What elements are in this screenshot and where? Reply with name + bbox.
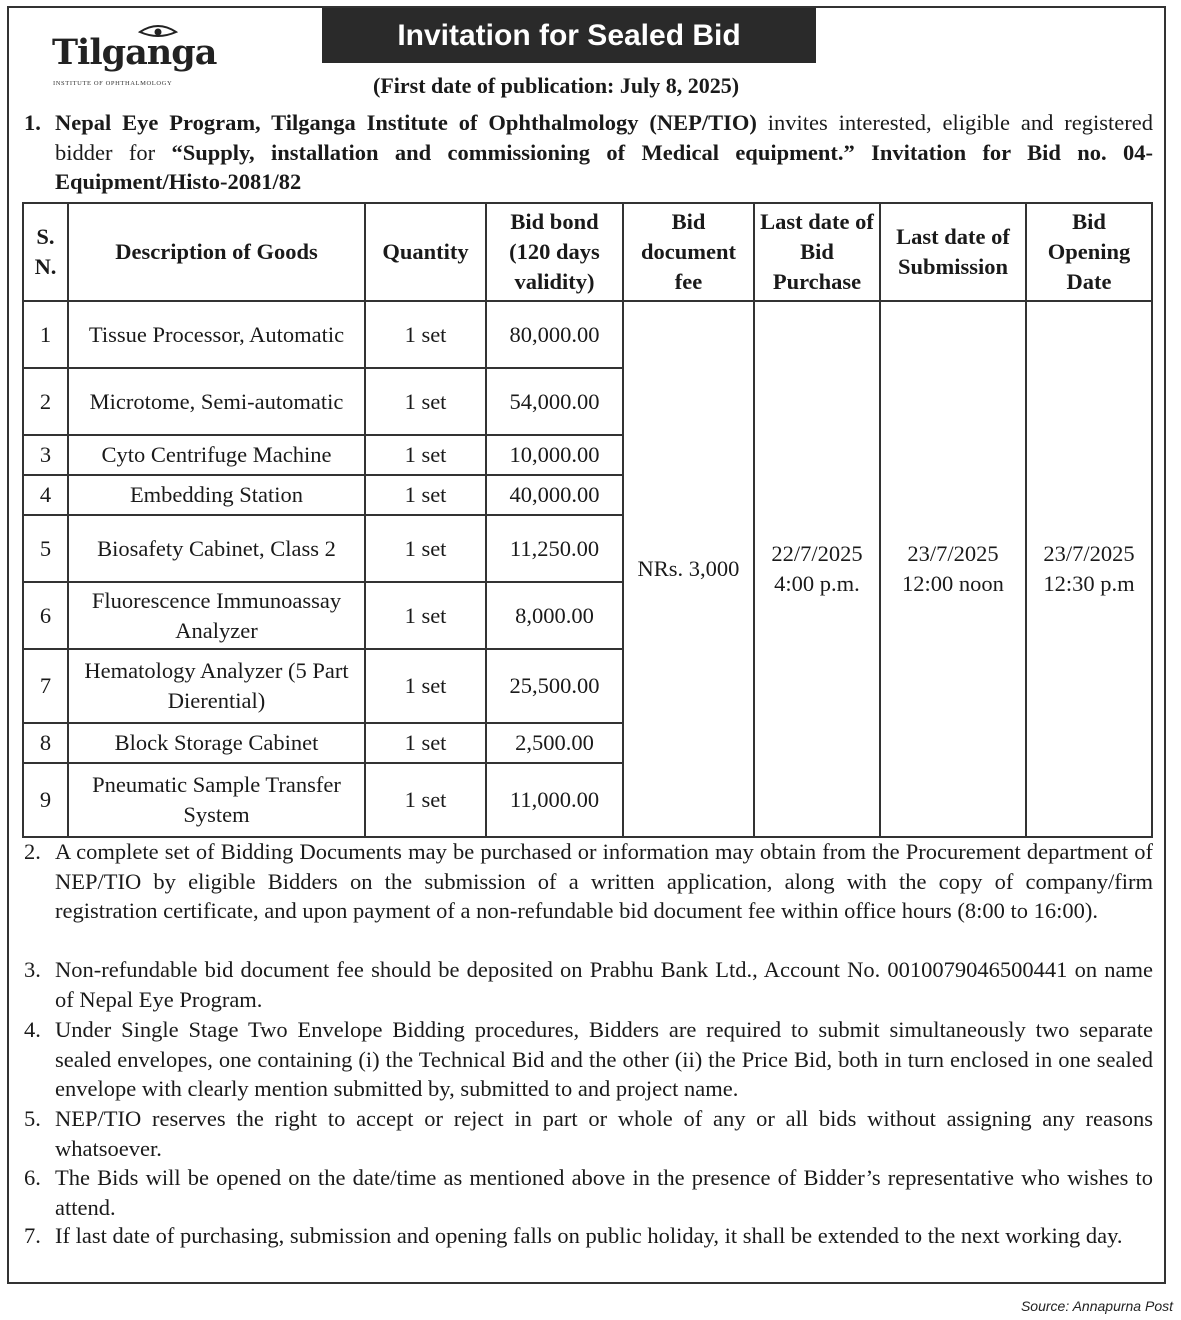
header-quantity: Quantity bbox=[365, 203, 486, 301]
note-number: 3. bbox=[24, 957, 41, 982]
cell-quantity: 1 set bbox=[365, 763, 486, 837]
cell-sn: 7 bbox=[23, 649, 68, 723]
bid-subject: “Supply, installation and commissioning of Medical equipment.” Invitation for Bid no. 04-Equipment/Histo-2081/82 bbox=[55, 139, 1153, 194]
header-description: Description of Goods bbox=[68, 203, 365, 301]
cell-doc-fee: NRs. 3,000 bbox=[623, 301, 754, 837]
cell-description: Microtome, Semi-automatic bbox=[68, 368, 365, 435]
note-number-1: 1. bbox=[24, 110, 41, 135]
intro-paragraph bbox=[55, 108, 1153, 197]
cell-description: Hematology Analyzer (5 Part Dierential) bbox=[68, 649, 365, 723]
cell-bid-bond: 10,000.00 bbox=[486, 435, 623, 475]
note-text: Under Single Stage Two Envelope Bidding procedures, Bidders are required to submit simultaneously two separate sealed envelopes, one containing (i) the Technical Bid and the other (ii) the Price Bid, both in turn enclosed in one sealed envelope with clearly mention submitted by, submitted to and project name. bbox=[55, 1017, 1153, 1101]
cell-sn: 9 bbox=[23, 763, 68, 837]
note-number: 5. bbox=[24, 1106, 41, 1131]
cell-sn: 4 bbox=[23, 475, 68, 515]
note-text: A complete set of Bidding Documents may be purchased or information may obtain from the Procurement department of NEP/TIO by eligible Bidders on the submission of a written application, along with the copy of company/firm registration certificate, and upon payment of a non-refundable bid document fee within office hours (8:00 to 16:00). bbox=[55, 839, 1153, 923]
cell-bid-bond: 25,500.00 bbox=[486, 649, 623, 723]
cell-sn: 5 bbox=[23, 515, 68, 582]
logo-subtitle: INSTITUTE OF OPHTHALMOLOGY bbox=[53, 80, 173, 87]
cell-sn: 3 bbox=[23, 435, 68, 475]
cell-description: Biosafety Cabinet, Class 2 bbox=[68, 515, 365, 582]
page-title: Invitation for Sealed Bid bbox=[322, 8, 816, 63]
header-bid-bond: Bid bond (120 days validity) bbox=[486, 203, 623, 301]
cell-bid-bond: 80,000.00 bbox=[486, 301, 623, 368]
cell-quantity: 1 set bbox=[365, 582, 486, 649]
cell-last-submission: 23/7/2025 12:00 noon bbox=[880, 301, 1026, 837]
note-text: NEP/TIO reserves the right to accept or reject in part or whole of any or all bids without assigning any reasons whatsoever. bbox=[55, 1106, 1153, 1161]
cell-bid-bond: 11,000.00 bbox=[486, 763, 623, 837]
cell-sn: 1 bbox=[23, 301, 68, 368]
note-text: Non-refundable bid document fee should be deposited on Prabhu Bank Ltd., Account No. 0010079046500441 on name of Nepal Eye Program. bbox=[55, 957, 1153, 1012]
cell-opening: 23/7/2025 12:30 p.m bbox=[1026, 301, 1152, 837]
cell-description: Cyto Centrifuge Machine bbox=[68, 435, 365, 475]
intro-text: invites interested, eligible and registered bidder for bbox=[55, 110, 1153, 165]
source-credit: Source: Annapurna Post bbox=[1020, 1298, 1173, 1314]
note-text: If last date of purchasing, submission and opening falls on public holiday, it shall be extended to the next working day. bbox=[55, 1223, 1123, 1248]
header-doc-fee: Bid document fee bbox=[623, 203, 754, 301]
table-row bbox=[23, 301, 1152, 368]
header-sn: S. N. bbox=[23, 203, 68, 301]
cell-bid-bond: 40,000.00 bbox=[486, 475, 623, 515]
cell-bid-bond: 2,500.00 bbox=[486, 723, 623, 763]
note-number: 6. bbox=[24, 1165, 41, 1190]
cell-description: Fluorescence Immunoassay Analyzer bbox=[68, 582, 365, 649]
cell-last-purchase: 22/7/2025 4:00 p.m. bbox=[754, 301, 880, 837]
bid-table bbox=[22, 202, 1153, 838]
cell-quantity: 1 set bbox=[365, 515, 486, 582]
cell-description: Embedding Station bbox=[68, 475, 365, 515]
cell-quantity: 1 set bbox=[365, 435, 486, 475]
note-number: 7. bbox=[24, 1223, 41, 1248]
table-header-row bbox=[23, 203, 1152, 301]
cell-quantity: 1 set bbox=[365, 301, 486, 368]
org-name: Nepal Eye Program, Tilganga Institute of Ophthalmology (NEP/TIO) bbox=[55, 110, 757, 135]
tilganga-logo bbox=[52, 22, 217, 92]
header-opening: Bid Opening Date bbox=[1026, 203, 1152, 301]
cell-description: Pneumatic Sample Transfer System bbox=[68, 763, 365, 837]
cell-bid-bond: 8,000.00 bbox=[486, 582, 623, 649]
cell-description: Tissue Processor, Automatic bbox=[68, 301, 365, 368]
cell-description: Block Storage Cabinet bbox=[68, 723, 365, 763]
note-number: 4. bbox=[24, 1017, 41, 1042]
note-text: The Bids will be opened on the date/time as mentioned above in the presence of Bidder’s representative who wishes to attend. bbox=[55, 1165, 1153, 1220]
cell-sn: 8 bbox=[23, 723, 68, 763]
cell-quantity: 1 set bbox=[365, 649, 486, 723]
header-last-submission: Last date of Submission bbox=[880, 203, 1026, 301]
cell-bid-bond: 11,250.00 bbox=[486, 515, 623, 582]
cell-quantity: 1 set bbox=[365, 368, 486, 435]
cell-sn: 2 bbox=[23, 368, 68, 435]
cell-sn: 6 bbox=[23, 582, 68, 649]
header-last-purchase: Last date of Bid Purchase bbox=[754, 203, 880, 301]
publication-date: (First date of publication: July 8, 2025) bbox=[373, 73, 740, 98]
cell-quantity: 1 set bbox=[365, 723, 486, 763]
cell-bid-bond: 54,000.00 bbox=[486, 368, 623, 435]
note-number: 2. bbox=[24, 839, 41, 864]
logo-name: Tilganga bbox=[52, 32, 217, 73]
cell-quantity: 1 set bbox=[365, 475, 486, 515]
